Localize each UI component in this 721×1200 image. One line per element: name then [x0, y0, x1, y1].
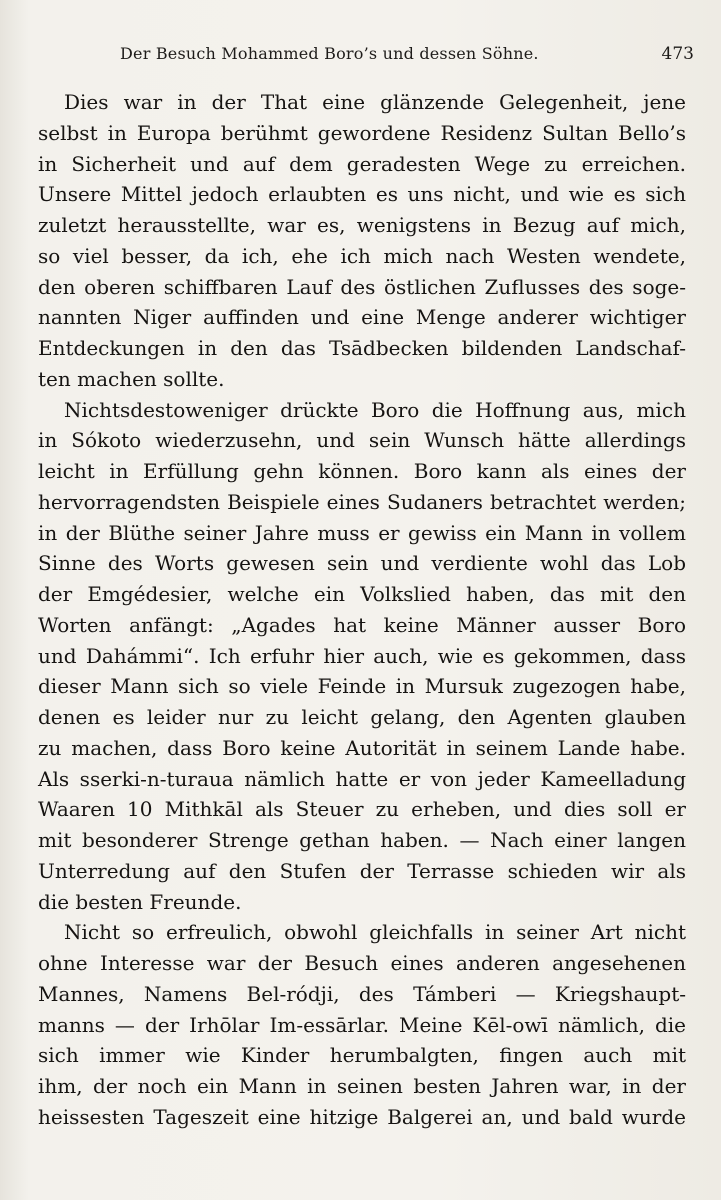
- text-line: Als sserki-n-turaua nämlich hatte er von jeder Kameelladung: [38, 766, 686, 791]
- text-line: Entdeckungen in den das Tsādbecken bildenden Landschaf-: [38, 336, 686, 360]
- paragraph-2: [38, 395, 686, 918]
- text-line: ihm, der noch ein Mann in seinen besten Jahren war, in der: [38, 1074, 686, 1098]
- page-number: 473: [661, 44, 694, 64]
- text-line: Nicht so erfreulich, obwohl gleichfalls in seiner Art nicht: [64, 920, 686, 945]
- text-line: der Emgédesier, welche ein Volkslied haben, das mit den: [38, 582, 686, 606]
- text-line: dieser Mann sich so viele Feinde in Mursuk zugezogen habe,: [38, 674, 686, 699]
- text-line: ten machen sollte.: [38, 366, 225, 391]
- running-head: [0, 44, 721, 68]
- text-line: Nichtsdestoweniger drückte Boro die Hoffnung aus, mich: [64, 397, 686, 422]
- text-line: selbst in Europa berühmt gewordene Residenz Sultan Bello’s: [38, 120, 686, 145]
- text-line: in Sókoto wiederzusehn, und sein Wunsch hätte allerdings: [38, 428, 686, 453]
- text-line: in Sicherheit und auf dem geradesten Wege zu erreichen.: [38, 151, 686, 176]
- text-line: sich immer wie Kinder herumbalgten, fingen auch mit: [38, 1043, 686, 1068]
- text-line: in der Blüthe seiner Jahre muss er gewiss ein Mann in vollem: [38, 520, 686, 545]
- text-line: zu machen, dass Boro keine Autorität in seinem Lande habe.: [38, 735, 686, 760]
- text-line: heissesten Tageszeit eine hitzige Balgerei an, und bald wurde: [38, 1104, 686, 1129]
- text-line: mit besonderer Strenge gethan haben. — Nach einer langen: [38, 828, 686, 852]
- running-title: Der Besuch Mohammed Boro’s und dessen Söhne.: [120, 44, 539, 63]
- text-line: leicht in Erfüllung gehn können. Boro kann als eines der: [38, 459, 686, 483]
- text-line: Waaren 10 Mithkāl als Steuer zu erheben, und dies soll er: [38, 797, 686, 822]
- text-line: Worten anfängt: „Agades hat keine Männer ausser Boro: [38, 612, 686, 637]
- body-text: [38, 87, 686, 1133]
- text-line: so viel besser, da ich, ehe ich mich nach Westen wendete,: [38, 243, 686, 268]
- text-line: nannten Niger auffinden und eine Menge anderer wichtiger: [38, 305, 686, 330]
- paragraph-3: [38, 917, 686, 1132]
- text-line: Unsere Mittel jedoch erlaubten es uns nicht, und wie es sich: [38, 182, 686, 207]
- text-line: Sinne des Worts gewesen sein und verdiente wohl das Lob: [38, 551, 686, 576]
- text-line: die besten Freunde.: [38, 889, 242, 914]
- text-line: Dies war in der That eine glänzende Gelegenheit, jene: [64, 90, 686, 114]
- text-line: zuletzt herausstellte, war es, wenigstens in Bezug auf mich,: [38, 213, 686, 237]
- text-line: den oberen schiffbaren Lauf des östlichen Zuflusses des soge-: [38, 274, 686, 299]
- text-line: manns — der Irhōlar Im-essārlar. Meine Kēl-owī nämlich, die: [38, 1012, 686, 1037]
- paragraph-1: [38, 87, 686, 395]
- text-line: ohne Interesse war der Besuch eines anderen angesehenen: [38, 951, 686, 975]
- text-line: hervorragendsten Beispiele eines Sudaners betrachtet werden;: [38, 489, 686, 514]
- text-line: Unterredung auf den Stufen der Terrasse schieden wir als: [38, 858, 686, 883]
- text-line: und Dahámmi“. Ich erfuhr hier auch, wie es gekommen, dass: [38, 643, 686, 668]
- text-line: Mannes, Namens Bel-ródji, des Támberi — Kriegshaupt-: [38, 981, 686, 1006]
- text-line: denen es leider nur zu leicht gelang, den Agenten glauben: [38, 705, 686, 729]
